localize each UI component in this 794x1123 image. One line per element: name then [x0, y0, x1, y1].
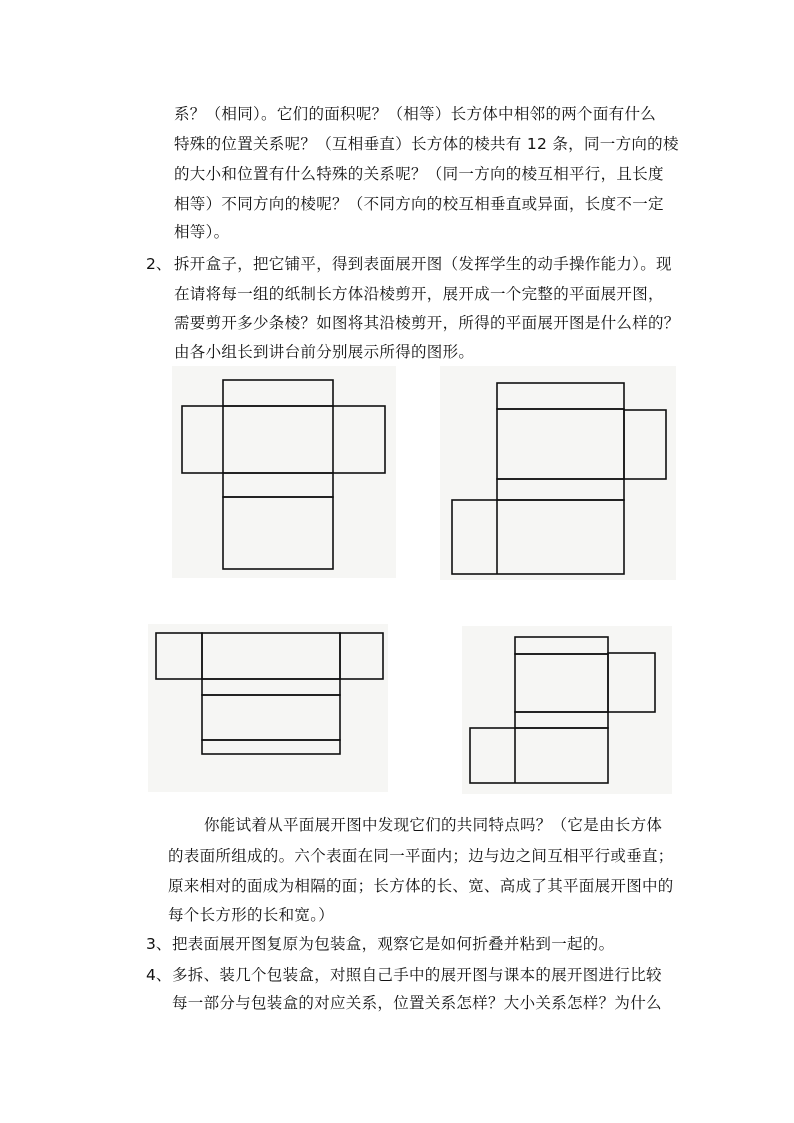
- paragraph-1-line-3: 的大小和位置有什么特殊的关系呢？（同一方向的棱互相平行，且长度: [174, 165, 664, 183]
- cuboid-net-figure-1: [172, 366, 396, 578]
- list-item-3-number: 3、: [146, 935, 172, 953]
- list-item-4-number: 4、: [146, 966, 172, 984]
- paragraph-2-line-4: 每个长方形的长和宽。）: [168, 906, 335, 924]
- cuboid-net-figure-4: [462, 626, 672, 794]
- paragraph-2-line-2: 的表面所组成的。六个表面在同一平面内；边与边之间互相平行或垂直；: [168, 847, 674, 865]
- list-item-3-text: 把表面展开图复原为包装盒，观察它是如何折叠并粘到一起的。: [172, 935, 615, 953]
- paragraph-1-line-4: 相等）不同方向的棱呢？（不同方向的校互相垂直或异面，长度不一定: [174, 195, 664, 213]
- list-item-2-line-2: 在请将每一组的纸制长方体沿棱剪开，展开成一个完整的平面展开图，: [174, 285, 664, 303]
- cuboid-net-figure-2: [440, 366, 676, 580]
- paragraph-1-line-2: 特殊的位置关系呢？（互相垂直）长方体的棱共有 12 条，同一方向的棱: [174, 135, 679, 153]
- paragraph-2-line-1: 你能试着从平面展开图中发现它们的共同特点吗？（它是由长方体: [204, 816, 663, 834]
- paragraph-2-line-3: 原来相对的面成为相隔的面；长方体的长、宽、高成了其平面展开图中的: [168, 877, 674, 895]
- list-item-2-number: 2、: [146, 255, 172, 273]
- list-item-2-line-1: 拆开盒子，把它铺平，得到表面展开图（发挥学生的动手操作能力）。现: [174, 255, 672, 273]
- list-item-4-line-1: 多拆、装几个包装盒，对照自己手中的展开图与课本的展开图进行比较: [172, 966, 662, 984]
- list-item-2-line-3: 需要剪开多少条棱？如图将其沿棱剪开，所得的平面展开图是什么样的？: [174, 314, 680, 332]
- cuboid-net-figure-3: [148, 624, 388, 792]
- list-item-2-line-4: 由各小组长到讲台前分别展示所得的图形。: [174, 343, 475, 361]
- paragraph-1-line-1: 系？（相同）。它们的面积呢？（相等）长方体中相邻的两个面有什么: [174, 105, 657, 123]
- list-item-4-line-2: 每一部分与包装盒的对应关系，位置关系怎样？大小关系怎样？为什么: [172, 994, 662, 1012]
- paragraph-1-line-5: 相等）。: [174, 223, 230, 241]
